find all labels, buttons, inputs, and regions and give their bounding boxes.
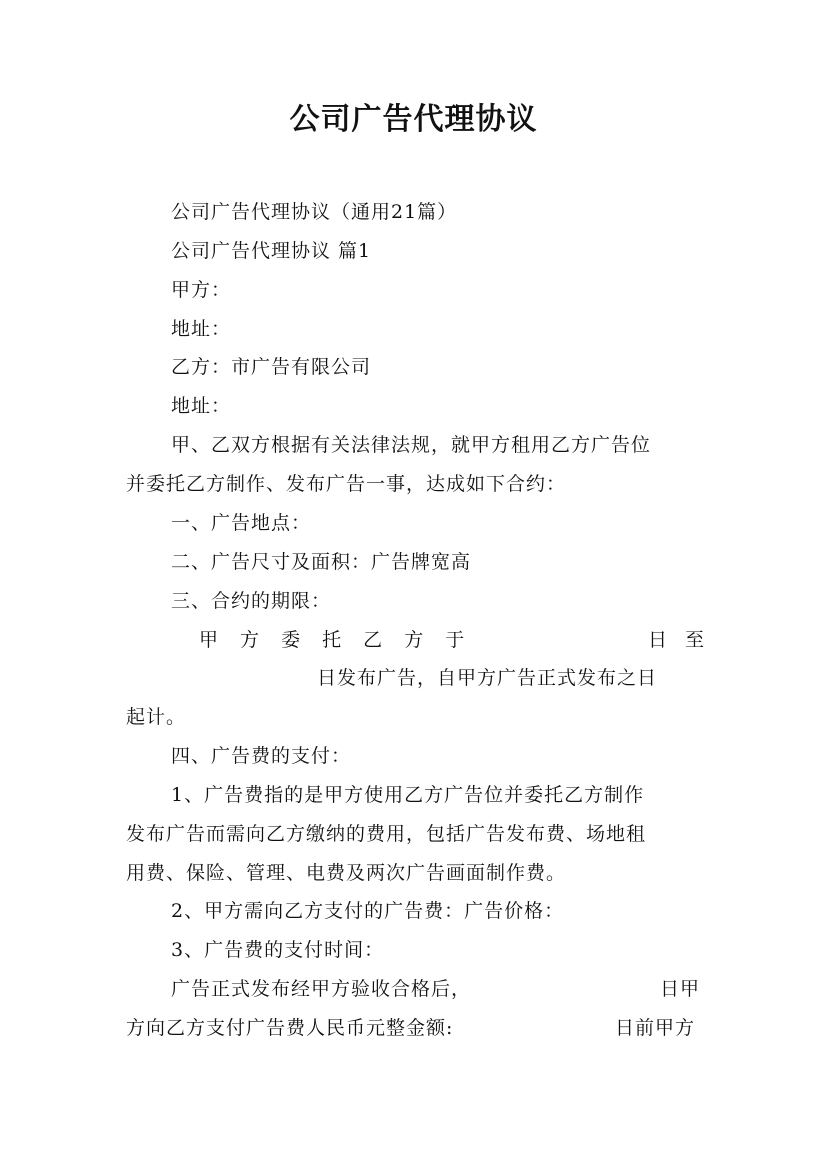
paragraph-line: 1、广告费指的是甲方使用乙方广告位并委托乙方制作: [171, 784, 645, 806]
clause-heading: 四、广告费的支付：: [171, 745, 352, 767]
paragraph-line: 甲、乙双方根据有关法律法规，就甲方租用乙方广告位: [171, 434, 652, 456]
paragraph-line: 方向乙方支付广告费人民币元整金额:: [126, 1017, 454, 1039]
clause-heading: 三、合约的期限：: [171, 590, 332, 612]
paragraph-line: 日前甲方: [615, 1017, 696, 1039]
paragraph-line: 3、广告费的支付时间：: [171, 939, 385, 961]
paragraph-line: 2、甲方需向乙方支付的广告费：广告价格：: [171, 900, 565, 922]
paragraph-line: 用费、保险、管理、电费及两次广告画面制作费。: [126, 862, 567, 884]
document-title: 公司广告代理协议: [289, 102, 538, 137]
paragraph-line: 起计。: [126, 706, 187, 728]
party-b-address-label: 地址：: [171, 395, 232, 417]
paragraph-line: 日甲: [660, 978, 701, 1000]
party-a-label: 甲方：: [171, 279, 232, 301]
paragraph-line: 发布广告而需向乙方缴纳的费用，包括广告发布费、场地租: [126, 823, 647, 845]
paragraph-line: 甲 方 委 托 乙 方 于: [199, 629, 473, 651]
doc-subtitle: 公司广告代理协议（通用21篇）: [171, 201, 458, 223]
paragraph-line: 并委托乙方制作、发布广告一事，达成如下合约：: [126, 473, 567, 495]
paragraph-line: 日发布广告，自甲方广告正式发布之日: [317, 667, 658, 689]
paragraph-line: 日 至: [648, 629, 711, 651]
party-b-label: 乙方：市广告有限公司: [171, 356, 372, 378]
clause-heading: 二、广告尺寸及面积：广告牌宽高: [171, 551, 472, 573]
party-a-address-label: 地址：: [171, 318, 232, 340]
paragraph-line: 广告正式发布经甲方验收合格后，: [171, 978, 472, 1000]
clause-heading: 一、广告地点：: [171, 512, 312, 534]
section-heading: 公司广告代理协议 篇1: [171, 240, 372, 262]
